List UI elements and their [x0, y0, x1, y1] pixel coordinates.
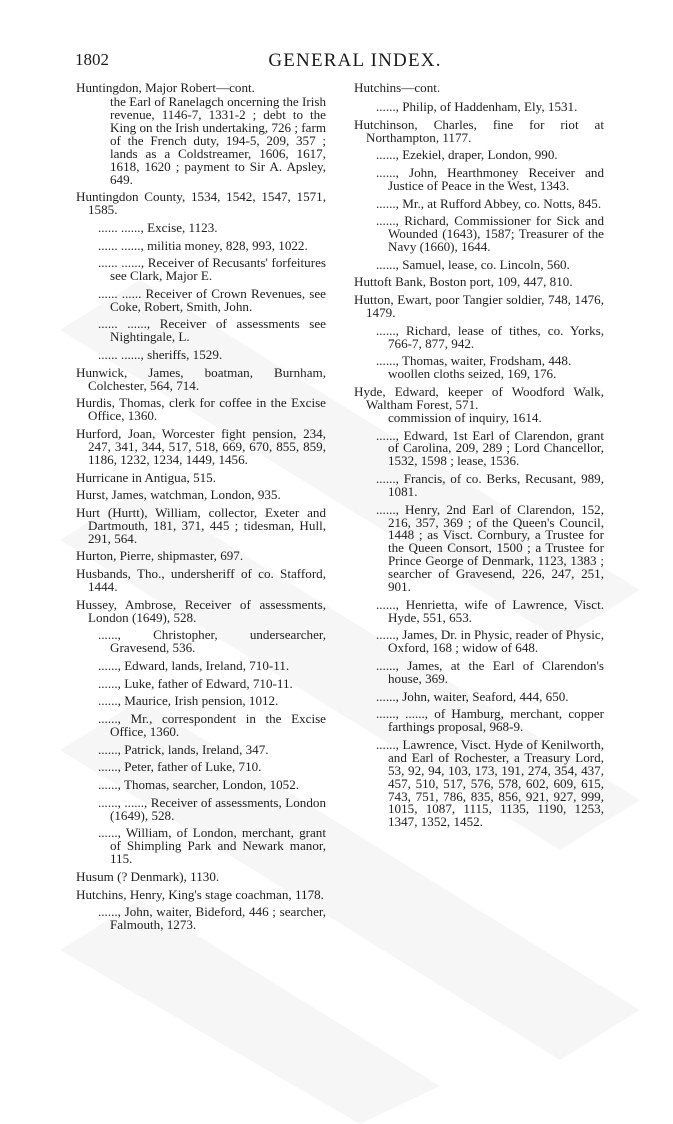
index-entry: ......, Christopher, undersearcher, Gravesend, 536.	[98, 627, 326, 656]
index-entry: ......, ......, of Hamburg, merchant, copper farthings proposal, 968-9.	[376, 706, 604, 735]
index-entry: ......, Francis, of co. Berks, Recusant, 989, 1081.	[376, 471, 604, 499]
index-entry: ...... ......, militia money, 828, 993, 1022.	[98, 237, 308, 253]
index-entry: ......, Edward, 1st Earl of Clarendon, grant of Carolina, 209, 289 ; Lord Chancellor, 1532, 1598 ; lease, 1536.	[376, 427, 604, 469]
index-entry: Hurdis, Thomas, clerk for coffee in the Excise Office, 1360.	[76, 395, 326, 424]
index-entry: ......, John, waiter, Bideford, 446 ; searcher, Falmouth, 1273.	[98, 904, 326, 933]
index-entry: ......, Richard, Commissioner for Sick and Wounded (1643), 1587; Treasurer of the Navy (1660), 1644.	[376, 213, 604, 255]
index-entry: ......, John, Hearthmoney Receiver and Justice of Peace in the West, 1343.	[376, 164, 604, 193]
index-entry: ......, Thomas, searcher, London, 1052.	[98, 777, 300, 793]
index-entry: ......, Richard, lease of tithes, co. Yorks, 766-7, 877, 942.	[376, 322, 604, 351]
index-entry: ......, Philip, of Haddenham, Ely, 1531.	[376, 98, 578, 114]
index-entry: ...... ......, Receiver of Recusants' forfeitures see Clark, Major E.	[98, 255, 326, 284]
index-entry: Huntingdon, Major Robert—cont.	[76, 80, 255, 95]
index-entry: Hurt (Hurtt), William, collector, Exeter and Dartmouth, 181, 371, 445 ; tidesman, Hull, 291, 564.	[76, 504, 326, 546]
index-entry: ...... ......, Receiver of assessments see Nightingale, L.	[98, 316, 326, 345]
index-entry: Husum (? Denmark), 1130.	[76, 868, 220, 884]
page-number: 1802	[75, 50, 109, 69]
page-header	[75, 50, 635, 76]
index-entry: the Earl of Ranelagch oncerning the Irish revenue, 1146-7, 1331-2 ; debt to the King on the Irish undertaking, 726 ; farm of the French duty, 194-5, 209, 357 ; lands as a Coldstreamer, 1606, 1617, 1618, 1620 ; payment to Sir A. Apsley, 649.	[110, 94, 327, 187]
index-entry: ......, Thomas, waiter, Frodsham, 448.	[376, 353, 572, 369]
index-entry: ...... ...... Receiver of Crown Revenues, see Coke, Robert, Smith, John.	[98, 285, 326, 314]
index-entry: ......, Samuel, lease, co. Lincoln, 560.	[376, 256, 570, 272]
index-entry: ......, Henry, 2nd Earl of Clarendon, 152, 216, 357, 369 ; of the Queen's Council, 1448 ; as Visct. Cornbury, a Trustee for the Queen Consort, 1500 ; a Trustee for Prince George of Denmark, 1123, 1383 ; searcher of Gravesend, 226, 247, 251, 901.	[376, 501, 604, 595]
index-entry: Hurford, Joan, Worcester fight pension, 234, 247, 341, 344, 517, 518, 669, 670, 855, 859, 1186, 1232, 1234, 1449, 1456.	[76, 426, 326, 467]
index-entry: ...... ......, sheriffs, 1529.	[98, 347, 223, 363]
index-entry: Husbands, Tho., undersheriff of co. Stafford, 1444.	[76, 566, 326, 595]
index-entry: Hurst, James, watchman, London, 935.	[76, 487, 281, 503]
index-entry: ......, Luke, father of Edward, 710-11.	[98, 675, 293, 691]
index-entry: ......, John, waiter, Seaford, 444, 650.	[376, 688, 569, 704]
index-entry: Hutchins, Henry, King's stage coachman, 1178.	[76, 886, 324, 902]
index-entry: ......, Mr., at Rufford Abbey, co. Notts, 845.	[376, 195, 602, 211]
index-entry: ...... ......, Excise, 1123.	[98, 219, 218, 235]
right-index-column	[354, 82, 604, 834]
index-entry: commission of inquiry, 1614.	[388, 409, 542, 425]
index-entry: ......, Patrick, lands, Ireland, 347.	[98, 741, 269, 757]
index-entry: Hunwick, James, boatman, Burnham, Colchester, 564, 714.	[76, 364, 326, 393]
index-entry: ......, Peter, father of Luke, 710.	[98, 759, 262, 775]
index-entry: woollen cloths seized, 169, 176.	[388, 366, 557, 382]
index-entry: Huttoft Bank, Boston port, 109, 447, 810.	[354, 274, 573, 290]
left-index-column	[76, 82, 326, 937]
index-entry: ......, Maurice, Irish pension, 1012.	[98, 693, 279, 709]
running-title: GENERAL INDEX.	[268, 50, 442, 71]
index-entry: ......, ......, Receiver of assessments, London (1649), 528.	[98, 794, 326, 823]
index-entry: Hussey, Ambrose, Receiver of assessments, London (1649), 528.	[76, 596, 326, 625]
index-entry: Hurton, Pierre, shipmaster, 697.	[76, 548, 244, 564]
index-entry: ......, Henrietta, wife of Lawrence, Visct. Hyde, 551, 653.	[376, 596, 604, 625]
index-entry: ......, Mr., correspondent in the Excise Office, 1360.	[98, 711, 326, 739]
index-entry: ......, Ezekiel, draper, London, 990.	[376, 147, 558, 163]
index-entry: Hutchinson, Charles, fine for riot at Northampton, 1177.	[354, 116, 604, 145]
index-entry: Hyde, Edward, keeper of Woodford Walk, Waltham Forest, 571.	[354, 383, 604, 412]
index-entry: ......, William, of London, merchant, grant of Shimpling Park and Newark manor, 115.	[98, 825, 326, 867]
index-entry: ......, Lawrence, Visct. Hyde of Kenilworth, and Earl of Rochester, a Treasury Lord, 53, 92, 94, 103, 173, 191, 274, 354, 437, 457, 510, 517, 576, 578, 602, 609, 615, 743, 751, 786, 835, 856, 921, 927, 999, 1015, 1087, 1115, 1135, 1190, 1253, 1347, 1352, 1452.	[376, 736, 604, 830]
index-entry: ......, Edward, lands, Ireland, 710-11.	[98, 657, 290, 673]
index-entry: ......, James, at the Earl of Clarendon's house, 369.	[376, 657, 604, 686]
index-entry: ......, James, Dr. in Physic, reader of Physic, Oxford, 168 ; widow of 648.	[376, 627, 604, 656]
index-entry: Hutchins—cont.	[354, 80, 441, 95]
index-entry: Hutton, Ewart, poor Tangier soldier, 748, 1476, 1479.	[354, 292, 604, 321]
index-entry: Hurricane in Antigua, 515.	[76, 469, 216, 485]
index-entry: Huntingdon County, 1534, 1542, 1547, 1571, 1585.	[76, 189, 326, 218]
